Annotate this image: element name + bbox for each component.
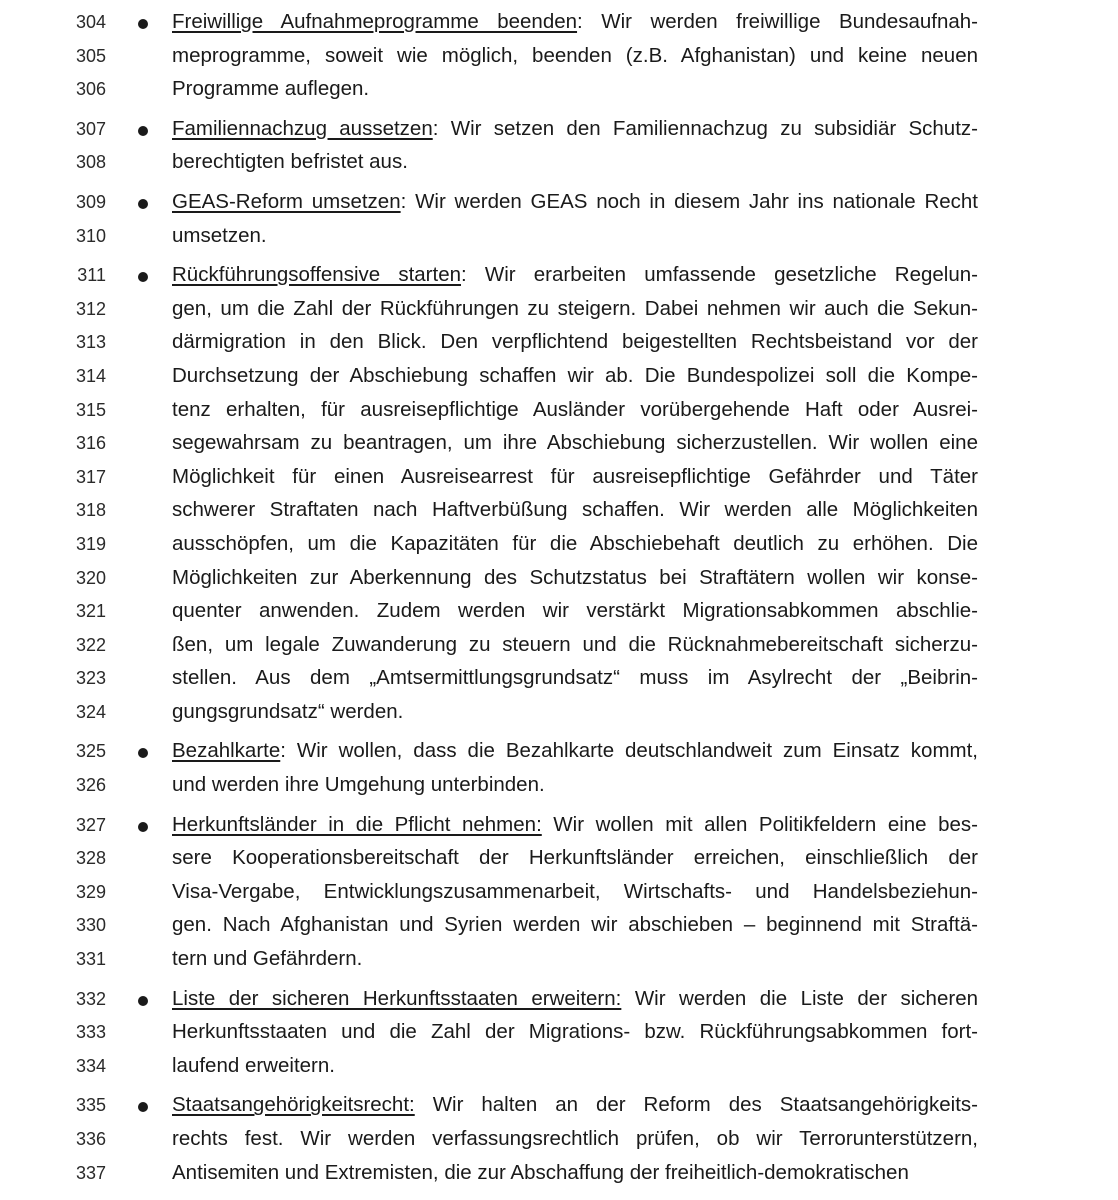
text-content xyxy=(172,9,978,35)
line-number: 318 xyxy=(75,500,106,521)
line-number: 309 xyxy=(75,191,106,212)
line-number: 332 xyxy=(75,988,106,1009)
title-separator: : xyxy=(432,116,439,140)
item-title: Freiwillige Aufnahmeprogramme beenden xyxy=(172,10,578,33)
line-text: Wir wollen, dass die Bezahlkarte deutschlandweit zum Einsatz kommt, xyxy=(285,739,978,763)
line-number: 325 xyxy=(75,741,106,762)
text-line xyxy=(0,595,1118,629)
line-number: 331 xyxy=(75,949,106,970)
line-text: Wir setzen den Familiennachzug zu subsidiär Schutz- xyxy=(438,116,978,140)
bullet-icon xyxy=(138,126,148,136)
line-number: 312 xyxy=(75,298,106,319)
list-item xyxy=(0,259,1118,729)
text-line xyxy=(0,360,1118,394)
line-text: quenter anwenden. Zudem werden wir verstärkt Migrationsabkommen abschlie- xyxy=(172,599,978,623)
item-title: Herkunftsländer in die Pflicht nehmen: xyxy=(172,812,542,836)
text-line xyxy=(0,73,1118,107)
text-content xyxy=(172,531,978,557)
text-line xyxy=(0,427,1118,461)
list-item xyxy=(0,6,1118,107)
line-number: 329 xyxy=(75,881,106,902)
text-content xyxy=(172,699,978,725)
list-item xyxy=(0,809,1118,977)
text-content xyxy=(172,1053,978,1079)
item-title: Liste der sicheren Herkunftsstaaten erweitern: xyxy=(172,986,622,1010)
line-text: Herkunftsstaaten und die Zahl der Migrations- bzw. Rückführungsabkommen fort- xyxy=(172,1020,978,1044)
list-item xyxy=(0,983,1118,1084)
title-separator: : xyxy=(280,739,286,763)
line-number: 305 xyxy=(75,45,106,66)
line-text: und werden ihre Umgehung unterbinden. xyxy=(172,773,545,797)
text-line xyxy=(0,1016,1118,1050)
text-content xyxy=(172,223,978,249)
bullet-icon xyxy=(138,822,148,832)
text-content xyxy=(172,665,978,691)
text-line xyxy=(0,562,1118,596)
document-content xyxy=(0,6,1118,1196)
line-text: Durchsetzung der Abschiebung schaffen wir ab. Die Bundespolizei soll die Kompe- xyxy=(172,363,978,387)
text-line xyxy=(0,735,1118,769)
text-line xyxy=(0,6,1118,40)
text-line xyxy=(0,528,1118,562)
line-text: laufend erweitern. xyxy=(172,1053,335,1077)
item-title: GEAS-Reform umsetzen xyxy=(172,189,401,213)
item-title: Rückführungsoffensive starten xyxy=(172,263,461,287)
text-content xyxy=(172,189,978,215)
bullet-icon xyxy=(138,1102,148,1112)
bullet-icon xyxy=(138,199,148,209)
bullet-icon xyxy=(138,996,148,1006)
line-text: Wir werden freiwillige Bundesaufnah- xyxy=(582,10,979,33)
line-text: ausschöpfen, um die Kapazitäten für die Abschiebehaft deutlich zu erhöhen. Die xyxy=(172,531,978,555)
text-content xyxy=(172,598,978,624)
line-text: tenz erhalten, für ausreisepflichtige Ausländer vorübergehende Haft oder Ausrei- xyxy=(172,397,978,421)
line-number: 311 xyxy=(77,265,106,286)
line-text: Wir erarbeiten umfassende gesetzliche Regelun- xyxy=(466,263,978,287)
text-content xyxy=(172,879,978,905)
text-content xyxy=(172,116,978,142)
text-line xyxy=(0,394,1118,428)
text-line xyxy=(0,876,1118,910)
line-number: 322 xyxy=(75,634,106,655)
line-text: Wir wollen mit allen Politikfeldern eine bes- xyxy=(541,812,978,836)
text-line xyxy=(0,662,1118,696)
text-line xyxy=(0,1050,1118,1084)
text-content xyxy=(172,430,978,456)
text-line xyxy=(0,113,1118,147)
bullet-icon xyxy=(138,19,148,29)
text-content xyxy=(172,565,978,591)
list-item xyxy=(0,113,1118,180)
text-content xyxy=(172,262,978,288)
line-text: Wir halten an der Reform des Staatsangehörigkeits- xyxy=(414,1093,978,1117)
line-number: 323 xyxy=(75,668,106,689)
line-number: 308 xyxy=(75,152,106,173)
line-text: gen. Nach Afghanistan und Syrien werden wir abschieben – beginnend mit Straftä- xyxy=(172,913,978,937)
text-line xyxy=(0,696,1118,730)
text-line xyxy=(0,40,1118,74)
line-number: 333 xyxy=(75,1022,106,1043)
line-number: 328 xyxy=(75,848,106,869)
list-item xyxy=(0,735,1118,802)
text-content xyxy=(172,76,978,102)
text-content xyxy=(172,946,978,972)
line-text: Möglichkeiten zur Aberkennung des Schutzstatus bei Straftätern wollen wir konse- xyxy=(172,565,978,589)
line-number: 335 xyxy=(75,1095,106,1116)
text-line xyxy=(0,186,1118,220)
line-text: därmigration in den Blick. Den verpflichtend beigestellten Rechtsbeistand vor der xyxy=(172,330,978,354)
text-line xyxy=(0,146,1118,180)
text-line xyxy=(0,1157,1118,1191)
line-number: 310 xyxy=(75,225,106,246)
line-number: 336 xyxy=(75,1129,106,1149)
line-number: 320 xyxy=(75,567,106,588)
line-text: Antisemiten und Extremisten, die zur Abschaffung der freiheitlich-demokratischen xyxy=(172,1160,909,1184)
line-number: 306 xyxy=(75,79,106,100)
item-title: Staatsangehörigkeitsrecht: xyxy=(172,1093,415,1117)
text-content xyxy=(172,363,978,389)
line-text: segewahrsam zu beantragen, um ihre Abschiebung sicherzustellen. Wir wollen eine xyxy=(172,431,978,455)
list-item xyxy=(0,186,1118,253)
line-number: 314 xyxy=(75,365,106,386)
text-content xyxy=(172,464,978,490)
text-line xyxy=(0,220,1118,254)
text-content xyxy=(172,772,978,798)
line-number: 317 xyxy=(75,466,106,487)
line-text: sere Kooperationsbereitschaft der Herkunftsländer erreichen, einschließlich der xyxy=(172,846,978,870)
text-content xyxy=(172,812,978,838)
line-text: Wir werden die Liste der sicheren xyxy=(621,986,978,1010)
text-content xyxy=(172,397,978,423)
text-line xyxy=(0,1123,1118,1157)
text-line xyxy=(0,943,1118,977)
text-line xyxy=(0,259,1118,293)
line-text: tern und Gefährdern. xyxy=(172,947,363,971)
text-content xyxy=(172,1092,978,1118)
line-text: stellen. Aus dem „Amtsermittlungsgrundsatz“ muss im Asylrecht der „Beibrin- xyxy=(172,666,978,690)
line-number: 304 xyxy=(75,12,106,32)
text-content xyxy=(172,986,978,1012)
text-line xyxy=(0,326,1118,360)
text-line xyxy=(0,809,1118,843)
line-number: 324 xyxy=(75,701,106,722)
line-text: rechts fest. Wir werden verfassungsrechtlich prüfen, ob wir Terrorunterstützern, xyxy=(172,1127,978,1150)
text-line xyxy=(0,629,1118,663)
line-text: schwerer Straftaten nach Haftverbüßung schaffen. Wir werden alle Möglichkeiten xyxy=(172,498,978,522)
line-text: umsetzen. xyxy=(172,223,267,247)
text-content xyxy=(172,1126,978,1152)
line-number: 337 xyxy=(75,1162,106,1183)
text-line xyxy=(0,494,1118,528)
text-line xyxy=(0,842,1118,876)
line-number: 313 xyxy=(75,332,106,353)
title-separator: : xyxy=(461,263,467,287)
title-separator: : xyxy=(577,10,583,33)
line-number: 327 xyxy=(75,814,106,835)
line-number: 334 xyxy=(75,1055,106,1076)
list-item xyxy=(0,1089,1118,1190)
title-separator: : xyxy=(400,189,407,213)
line-number: 319 xyxy=(75,533,106,554)
text-content xyxy=(172,149,978,175)
text-content xyxy=(172,912,978,938)
line-number: 315 xyxy=(75,399,106,420)
line-text: gen, um die Zahl der Rückführungen zu steigern. Dabei nehmen wir auch die Sekun- xyxy=(172,296,978,320)
line-number: 321 xyxy=(75,601,106,622)
text-content xyxy=(172,1019,978,1045)
line-text: Visa-Vergabe, Entwicklungszusammenarbeit, Wirtschafts- und Handelsbeziehun- xyxy=(172,879,978,903)
text-content xyxy=(172,497,978,523)
text-content xyxy=(172,738,978,764)
text-line xyxy=(0,1089,1118,1123)
text-content xyxy=(172,43,978,69)
text-content xyxy=(172,296,978,322)
line-text: ßen, um legale Zuwanderung zu steuern und die Rücknahmebereitschaft sicherzu- xyxy=(172,632,978,656)
line-number: 316 xyxy=(75,433,106,454)
line-text: berechtigten befristet aus. xyxy=(172,150,408,174)
bullet-icon xyxy=(138,272,148,282)
text-line xyxy=(0,983,1118,1017)
text-content xyxy=(172,329,978,355)
text-line xyxy=(0,461,1118,495)
line-number: 330 xyxy=(75,915,106,936)
bullet-icon xyxy=(138,748,148,758)
text-line xyxy=(0,769,1118,803)
item-title: Familiennachzug aussetzen xyxy=(172,116,433,140)
line-text: Möglichkeit für einen Ausreisearrest für ausreisepflichtige Gefährder und Täter xyxy=(172,464,978,488)
text-content xyxy=(172,845,978,871)
text-content xyxy=(172,1160,978,1186)
text-line xyxy=(0,293,1118,327)
line-number: 307 xyxy=(75,118,106,139)
text-content xyxy=(172,632,978,658)
line-text: Wir werden GEAS noch in diesem Jahr ins nationale Recht xyxy=(406,189,978,213)
item-title: Bezahlkarte xyxy=(172,739,281,763)
text-line xyxy=(0,909,1118,943)
line-text: gungsgrundsatz“ werden. xyxy=(172,699,404,723)
line-text: meprogramme, soweit wie möglich, beenden (z.B. Afghanistan) und keine neuen xyxy=(172,43,978,67)
line-text: Programme auflegen. xyxy=(172,77,370,101)
line-number: 326 xyxy=(75,775,106,796)
